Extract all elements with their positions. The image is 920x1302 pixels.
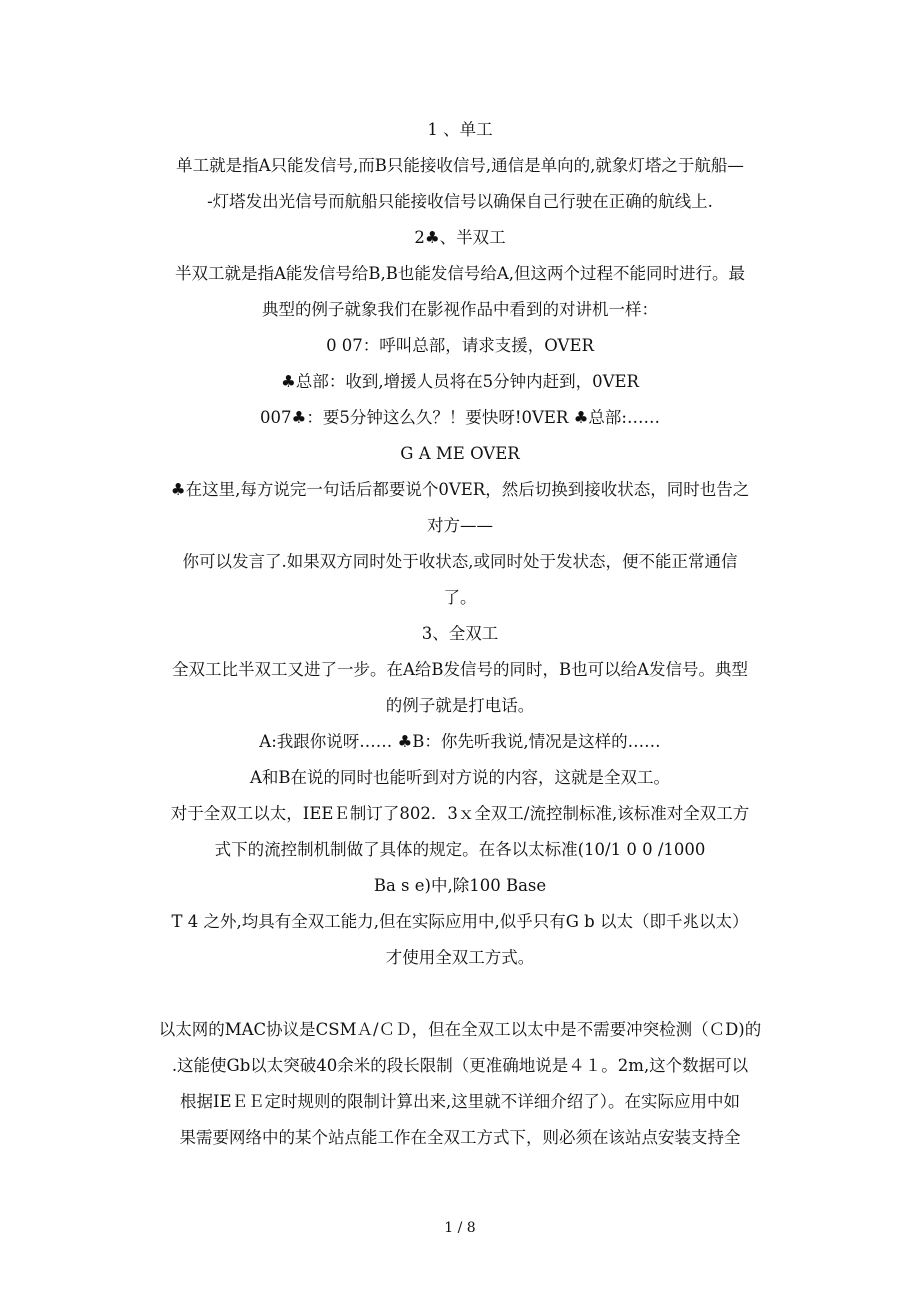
paragraph-line: 式下的流控制机制做了具体的规定。在各以太标准(10/1 0 0 /1000	[214, 840, 706, 859]
page-indicator: 1 / 8	[444, 1220, 476, 1236]
paragraph-line: 单工就是指A只能发信号,而B只能接收信号,通信是单向的,就象灯塔之于航船—	[176, 156, 744, 175]
paragraph-line: 了。	[443, 588, 477, 607]
dialogue-line: G A ME OVER	[400, 444, 520, 463]
dialogue-line: ♣总部：收到,增援人员将在5分钟内赶到，0VER	[281, 372, 639, 391]
paragraph-line: Ba s e)中,除100 Base	[373, 876, 547, 895]
heading-simplex: 1 、单工	[427, 120, 493, 139]
paragraph-line: A和B在说的同时也能听到对方说的内容，这就是全双工。	[249, 768, 671, 787]
paragraph-line: 典型的例子就象我们在影视作品中看到的对讲机一样：	[262, 300, 658, 319]
paragraph-line: .这能使Gb以太突破40余米的段长限制（更准确地说是４１。2m,这个数据可以	[171, 1056, 749, 1075]
dialogue-line: 007♣：要5分钟这么久？！要快呀!0VER ♣总部:……	[260, 408, 660, 427]
dialogue-line: A:我跟你说呀…… ♣B：你先听我说,情况是这样的……	[259, 732, 661, 751]
paragraph-line: T 4 之外,均具有全双工能力,但在实际应用中,似乎只有G b 以太（即千兆以太）	[171, 912, 749, 931]
paragraph-line: 半双工就是指A能发信号给B,B也能发信号给A,但这两个过程不能同时进行。最	[174, 264, 746, 283]
paragraph-line: ♣在这里,每方说完一句话后都要说个0VER，然后切换到接收状态，同时也告之	[170, 480, 750, 499]
heading-half-duplex: 2♣、半双工	[414, 228, 506, 247]
paragraph-line: 的例子就是打电话。	[385, 696, 535, 715]
paragraph-line: -灯塔发出光信号而航船只能接收信号以确保自己行驶在正确的航线上.	[207, 192, 713, 211]
dialogue-line: 0 07：呼叫总部，请求支援，OVER	[326, 336, 594, 355]
paragraph-line: 果需要网络中的某个站点能工作在全双工方式下，则必须在该站点安装支持全	[179, 1128, 741, 1147]
paragraph-line: 你可以发言了.如果双方同时处于收状态,或同时处于发状态，便不能正常通信	[182, 552, 738, 571]
paragraph-line: 对方——	[427, 516, 493, 535]
paragraph-line: 对于全双工以太，IEEＥ制订了802．3ｘ全双工/流控制标准,该标准对全双工方	[170, 804, 750, 823]
paragraph-line: 才使用全双工方式。	[385, 948, 535, 967]
paragraph-line: 根据IEＥＥ定时规则的限制计算出来,这里就不详细介绍了）。在实际应用中如	[179, 1092, 741, 1111]
paragraph-line: 全双工比半双工又进了一步。在A给B发信号的同时，B也可以给A发信号。典型	[171, 660, 749, 679]
paragraph-line: 以太网的MAC协议是CSMＡ/ＣＤ，但在全双工以太中是不需要冲突检测（ＣD)的	[158, 1020, 762, 1039]
heading-full-duplex: 3、全双工	[421, 624, 499, 643]
